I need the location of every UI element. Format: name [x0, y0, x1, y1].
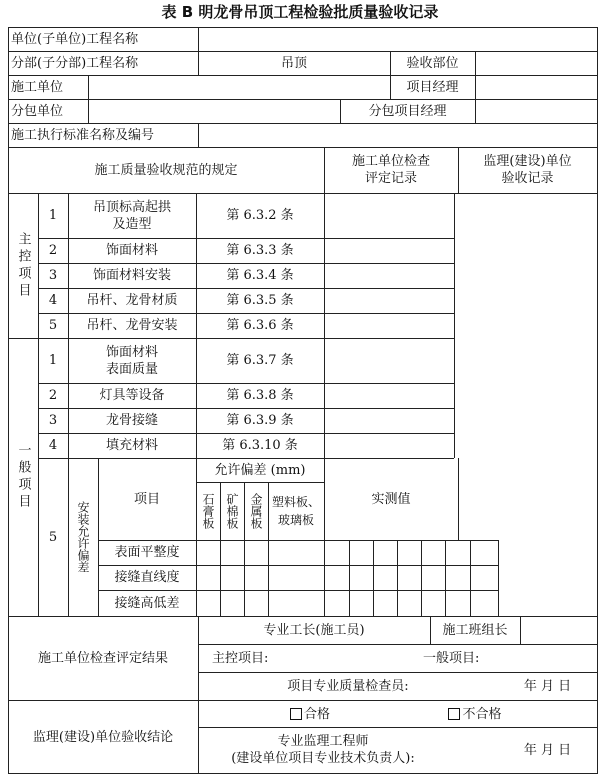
inspection-date: 年 月 日: [523, 678, 572, 694]
general-item-no: 3: [48, 413, 58, 428]
general-item-no: 4: [48, 438, 58, 453]
inspector-label: 项目专业质量检查员:: [287, 678, 409, 694]
main-item-clause: 第 6.3.6 条: [226, 318, 294, 333]
tolerance-row-label: 接缝直线度: [114, 570, 180, 585]
general-item-clause: 第 6.3.7 条: [226, 353, 294, 368]
material-metal-board: 金属板: [249, 493, 263, 529]
main-control-group-label: 主控项目: [15, 231, 31, 300]
acceptance-part-value[interactable]: [475, 51, 597, 75]
main-item-clause: 第 6.3.2 条: [226, 208, 294, 223]
project-manager-value[interactable]: [475, 75, 597, 99]
subcontract-manager-label: 分包项目经理: [368, 103, 447, 119]
material-mineral-wool-board: 矿棉板: [225, 493, 239, 529]
form-title: 表 B 明龙骨吊顶工程检验批质量验收记录: [161, 3, 439, 21]
standard-value[interactable]: [198, 123, 597, 147]
supervision-check-header: 监理(建设)单位 验收记录: [483, 154, 572, 186]
fail-checkbox[interactable]: [430, 703, 520, 725]
checkbox-icon[interactable]: [290, 708, 302, 720]
general-item-no: 5: [48, 529, 58, 545]
construction-unit-label: 施工单位: [11, 79, 64, 95]
main-item-no: 3: [48, 268, 58, 283]
main-item-clause: 第 6.3.5 条: [226, 293, 294, 308]
main-item-no: 2: [48, 243, 58, 258]
general-item-no: 2: [48, 388, 58, 403]
pass-checkbox[interactable]: [270, 703, 350, 725]
checkbox-icon[interactable]: [448, 708, 460, 720]
general-group-label: 一般项目: [15, 443, 31, 511]
supervision-conclusion-label: 监理(建设)单位验收结论: [32, 729, 174, 745]
main-item-name: 吊杆、龙骨材质: [86, 293, 178, 308]
subdivision-label: 分部(子分部)工程名称: [11, 55, 139, 71]
general-item-name: 灯具等设备: [99, 388, 165, 403]
subcontract-unit-label: 分包单位: [11, 103, 64, 119]
subdivision-value: 吊顶: [280, 55, 307, 71]
subcontract-manager-value[interactable]: [475, 99, 597, 123]
main-item-no: 4: [48, 293, 58, 308]
main-item-clause: 第 6.3.4 条: [226, 268, 294, 283]
standard-label: 施工执行标准名称及编号: [11, 127, 155, 143]
construction-check-header: 施工单位检查 评定记录: [351, 154, 430, 186]
acceptance-part-label: 验收部位: [406, 55, 459, 71]
main-item-name: 饰面材料: [105, 243, 158, 258]
main-item-clause: 第 6.3.3 条: [226, 243, 294, 258]
general-item-name: 填充材料: [105, 438, 158, 453]
main-item-name: 吊顶标高起拱 及造型: [92, 199, 171, 232]
unit-project-value[interactable]: [198, 27, 597, 51]
general-item-clause: 第 6.3.8 条: [226, 388, 294, 403]
main-item-no: 5: [48, 318, 58, 333]
general-item-clause: 第 6.3.9 条: [226, 413, 294, 428]
measured-value-header: 实测值: [371, 491, 411, 507]
pass-label: 合格: [303, 706, 330, 722]
material-plastic-glass-board: 塑料板、 玻璃板: [271, 495, 320, 527]
construction-unit-value[interactable]: [88, 75, 390, 99]
tolerance-item-header: 项目: [133, 491, 160, 507]
fail-label: 不合格: [462, 706, 502, 722]
team-leader-label: 施工班组长: [442, 622, 508, 638]
tolerance-row-label: 表面平整度: [114, 545, 180, 560]
project-manager-label: 项目经理: [406, 79, 459, 95]
main-items-result: 主控项目:: [212, 650, 269, 666]
main-item-name: 饰面材料安装: [92, 268, 171, 283]
unit-project-label: 单位(子单位)工程名称: [11, 31, 139, 47]
supervising-engineer-label: 专业监理工程师 (建设单位项目专业技术负责人):: [231, 734, 415, 766]
general-items-result: 一般项目:: [423, 650, 480, 666]
tolerance-row-label: 接缝高低差: [114, 595, 180, 611]
team-leader-value[interactable]: [520, 616, 597, 644]
tolerance-side-label: 安装允许偏差: [76, 501, 90, 573]
spec-header: 施工质量验收规范的规定: [94, 162, 238, 178]
main-item-name: 吊杆、龙骨安装: [86, 318, 178, 333]
general-item-name: 龙骨接缝: [105, 413, 158, 428]
main-item-no: 1: [48, 208, 58, 223]
general-item-name: 饰面材料 表面质量: [105, 344, 158, 377]
construction-result-label: 施工单位检查评定结果: [37, 650, 168, 666]
general-item-clause: 第 6.3.10 条: [222, 438, 298, 453]
supervision-date: 年 月 日: [523, 742, 572, 758]
material-gypsum-board: 石膏板: [201, 493, 215, 529]
foreman-label: 专业工长(施工员): [263, 622, 365, 638]
tolerance-header: 允许偏差 (mm): [214, 462, 306, 478]
subcontract-unit-value[interactable]: [88, 99, 340, 123]
general-item-no: 1: [48, 353, 58, 368]
